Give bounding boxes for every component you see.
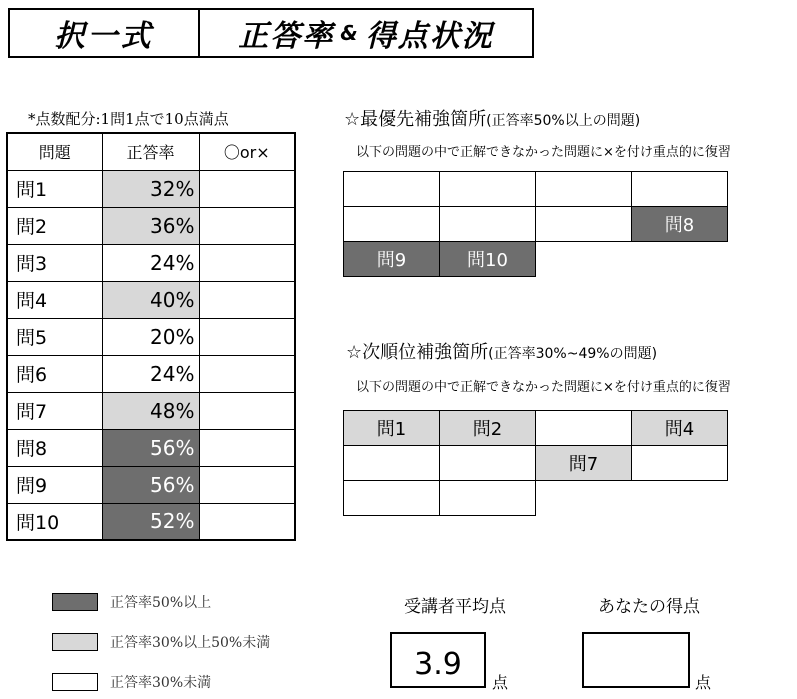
table-row xyxy=(7,170,295,207)
legend-label-low: 正答率30%未満 xyxy=(110,675,212,691)
grid-spacer xyxy=(535,480,632,516)
mark-cell[interactable] xyxy=(199,170,295,207)
question-label: 問2 xyxy=(7,207,102,244)
grid-spacer xyxy=(631,241,728,277)
mark-cell[interactable] xyxy=(199,281,295,318)
title-left: 択一式 xyxy=(10,10,200,56)
review-cell[interactable] xyxy=(343,445,440,481)
grid-spacer xyxy=(631,480,728,516)
review-cell[interactable]: 問9 xyxy=(343,241,440,277)
your-score-label: あなたの得点 xyxy=(598,597,700,617)
table-row xyxy=(7,281,295,318)
title-amp: & xyxy=(340,21,360,45)
header-question: 問題 xyxy=(7,133,102,170)
review-cell[interactable] xyxy=(535,410,632,446)
question-label: 問4 xyxy=(7,281,102,318)
rate-value: 40% xyxy=(102,281,199,318)
question-label: 問8 xyxy=(7,429,102,466)
title-status: 得点状況 xyxy=(365,19,494,54)
table-row xyxy=(7,244,295,281)
question-label: 問10 xyxy=(7,503,102,540)
title-box xyxy=(8,8,534,58)
table-row xyxy=(7,392,295,429)
legend xyxy=(52,592,270,692)
review-cell[interactable] xyxy=(343,480,440,516)
rate-value: 56% xyxy=(102,429,199,466)
legend-item-mid xyxy=(52,632,270,652)
legend-swatch-high xyxy=(52,593,98,611)
header-rate: 正答率 xyxy=(102,133,199,170)
your-score-unit: 点 xyxy=(695,673,712,692)
review-cell[interactable]: 問10 xyxy=(439,241,536,277)
review-cell[interactable]: 問2 xyxy=(439,410,536,446)
mark-cell[interactable] xyxy=(199,244,295,281)
review-cell[interactable]: 問7 xyxy=(535,445,632,481)
average-score: 3.9 xyxy=(414,647,462,682)
priority2-subtitle: (正答率30%~49%の問題) xyxy=(488,346,658,362)
your-score-box[interactable] xyxy=(582,632,690,688)
mark-cell[interactable] xyxy=(199,207,295,244)
rate-value: 56% xyxy=(102,466,199,503)
review-cell[interactable]: 問8 xyxy=(631,206,728,242)
mark-cell[interactable] xyxy=(199,318,295,355)
priority1-title xyxy=(344,105,640,131)
review-cell[interactable] xyxy=(343,206,440,242)
table-row xyxy=(7,355,295,392)
legend-item-high xyxy=(52,592,270,612)
mark-cell[interactable] xyxy=(199,429,295,466)
question-label: 問1 xyxy=(7,170,102,207)
table-row xyxy=(7,503,295,540)
priority1-grid xyxy=(343,171,727,276)
rate-value: 52% xyxy=(102,503,199,540)
title-rate: 正答率 xyxy=(238,19,335,54)
table-row xyxy=(7,318,295,355)
review-cell[interactable] xyxy=(439,206,536,242)
mark-cell[interactable] xyxy=(199,355,295,392)
review-cell[interactable] xyxy=(631,445,728,481)
priority2-grid xyxy=(343,410,727,515)
legend-label-high: 正答率50%以上 xyxy=(110,595,212,611)
table-row xyxy=(7,429,295,466)
priority2-note: 以下の問題の中で正解できなかった問題に×を付け重点的に復習 xyxy=(356,380,731,395)
mark-cell[interactable] xyxy=(199,392,295,429)
priority1-note: 以下の問題の中で正解できなかった問題に×を付け重点的に復習 xyxy=(356,145,731,160)
question-label: 問6 xyxy=(7,355,102,392)
score-note: *点数配分:1問1点で10点満点 xyxy=(28,110,229,128)
header-mark: 〇or× xyxy=(199,133,295,170)
table-row xyxy=(7,207,295,244)
priority1-subtitle: (正答率50%以上の問題) xyxy=(486,113,641,129)
priority2-title-text: ☆次順位補強箇所 xyxy=(346,342,489,363)
average-unit: 点 xyxy=(492,673,509,692)
review-cell[interactable] xyxy=(631,171,728,207)
priority1-title-text: ☆最優先補強箇所 xyxy=(344,109,487,130)
score-table xyxy=(6,132,296,541)
rate-value: 24% xyxy=(102,244,199,281)
rate-value: 20% xyxy=(102,318,199,355)
legend-swatch-mid xyxy=(52,633,98,651)
review-cell[interactable] xyxy=(343,171,440,207)
mark-cell[interactable] xyxy=(199,466,295,503)
review-cell[interactable] xyxy=(439,445,536,481)
legend-swatch-low xyxy=(52,673,98,691)
legend-label-mid: 正答率30%以上50%未満 xyxy=(110,635,271,651)
review-cell[interactable]: 問4 xyxy=(631,410,728,446)
review-cell[interactable] xyxy=(439,480,536,516)
rate-value: 24% xyxy=(102,355,199,392)
review-cell[interactable] xyxy=(535,171,632,207)
question-label: 問3 xyxy=(7,244,102,281)
average-score-box xyxy=(390,632,486,688)
question-label: 問7 xyxy=(7,392,102,429)
title-right xyxy=(200,10,532,56)
review-cell[interactable]: 問1 xyxy=(343,410,440,446)
table-row xyxy=(7,466,295,503)
legend-item-low xyxy=(52,672,270,692)
review-cell[interactable] xyxy=(439,171,536,207)
average-label: 受講者平均点 xyxy=(404,597,506,617)
question-label: 問9 xyxy=(7,466,102,503)
rate-value: 36% xyxy=(102,207,199,244)
rate-value: 48% xyxy=(102,392,199,429)
table-header-row xyxy=(7,133,295,170)
mark-cell[interactable] xyxy=(199,503,295,540)
rate-value: 32% xyxy=(102,170,199,207)
review-cell[interactable] xyxy=(535,206,632,242)
priority2-title xyxy=(346,338,657,364)
question-label: 問5 xyxy=(7,318,102,355)
grid-spacer xyxy=(535,241,632,277)
